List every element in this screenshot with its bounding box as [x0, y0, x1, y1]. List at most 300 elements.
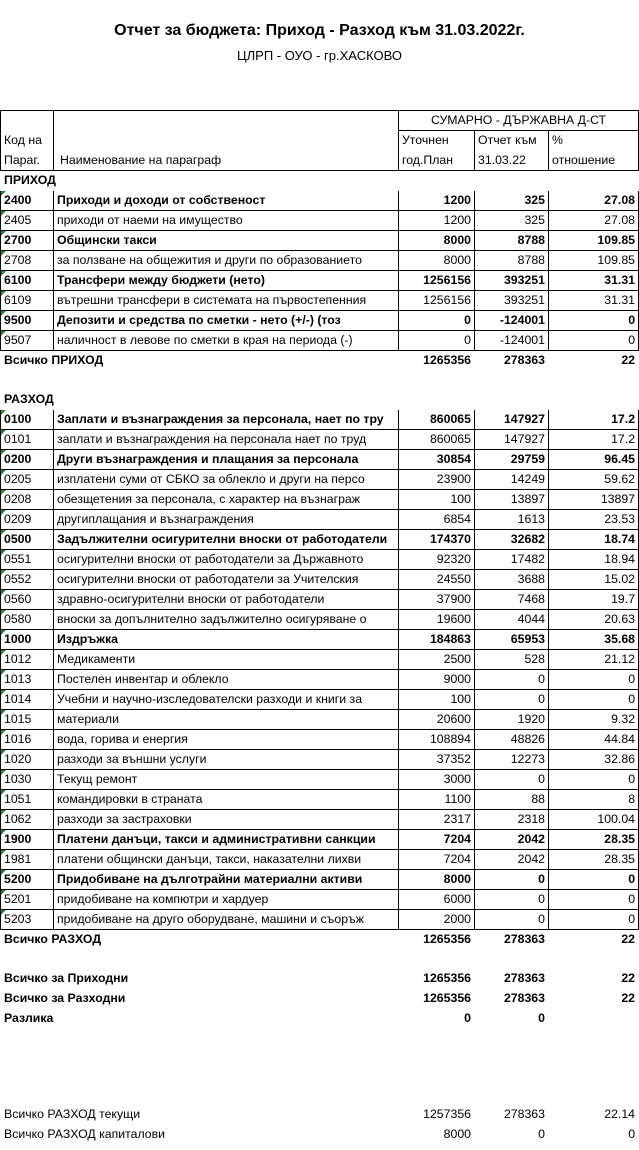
table-row — [1, 530, 639, 550]
report-value: 0 — [475, 670, 549, 690]
plan-value: 1100 — [399, 790, 475, 810]
report-value: 12273 — [475, 750, 549, 770]
paragraph-name: придобиване на компютри и хардуер — [54, 890, 399, 910]
header-plan-1: Уточнен — [399, 131, 475, 151]
paragraph-code: 5203 — [1, 910, 54, 930]
header-plan-2: год.План — [399, 151, 475, 171]
paragraph-code: 1051 — [1, 790, 54, 810]
summary-row-pct: 22 — [621, 971, 636, 985]
table-row — [1, 910, 639, 930]
percent-value: 17.2 — [549, 430, 639, 450]
paragraph-code: 1900 — [1, 830, 54, 850]
paragraph-code: 2708 — [1, 251, 54, 271]
summary-row — [1, 1009, 639, 1029]
percent-value: 109.85 — [549, 251, 639, 271]
paragraph-code: 0101 — [1, 430, 54, 450]
footer-row-report: 0 — [538, 1127, 545, 1141]
paragraph-name: другиплащания и възнаграждения — [54, 510, 399, 530]
plan-value: 6000 — [399, 890, 475, 910]
empty-cell — [549, 1048, 639, 1067]
paragraph-name: за ползване на общежития и други по образованието — [54, 251, 399, 271]
empty-cell — [1, 950, 54, 969]
percent-value: 9.32 — [549, 710, 639, 730]
report-value: 2318 — [475, 810, 549, 830]
table-row — [1, 490, 639, 510]
empty-cell — [475, 390, 549, 410]
plan-value: 1256156 — [399, 271, 475, 291]
summary-row-label: Всичко за Разходни — [4, 991, 126, 1005]
plan-value: 6854 — [399, 510, 475, 530]
header-code-1: Код на — [1, 131, 54, 151]
plan-value: 7204 — [399, 850, 475, 870]
paragraph-name: здравно-осигурителни вноски от работодатели — [54, 590, 399, 610]
plan-value: 2500 — [399, 650, 475, 670]
report-value: 147927 — [475, 410, 549, 430]
blank-row — [1, 371, 639, 390]
blank-row — [1, 1048, 639, 1067]
empty-cell — [549, 171, 639, 191]
paragraph-code: 5201 — [1, 890, 54, 910]
summary-row-pct — [549, 1009, 639, 1029]
paragraph-name: Други възнаграждения и плащания за персонала — [54, 450, 399, 470]
table-row — [1, 710, 639, 730]
plan-value: 184863 — [399, 630, 475, 650]
summary-row-pct: 22 — [621, 991, 636, 1005]
paragraph-code: 0560 — [1, 590, 54, 610]
table-row — [1, 690, 639, 710]
paragraph-code: 1062 — [1, 810, 54, 830]
paragraph-name: вода, горива и енергия — [54, 730, 399, 750]
paragraph-code: 0552 — [1, 570, 54, 590]
paragraph-name: Издръжка — [54, 630, 399, 650]
plan-value: 7204 — [399, 830, 475, 850]
paragraph-name: Задължителни осигурителни вноски от работодатели — [54, 530, 399, 550]
percent-value: 100.04 — [549, 810, 639, 830]
report-value: 2042 — [475, 830, 549, 850]
paragraph-name: Текущ ремонт — [54, 770, 399, 790]
table-row — [1, 470, 639, 490]
plan-value: 19600 — [399, 610, 475, 630]
table-row — [1, 730, 639, 750]
table-row — [1, 231, 639, 251]
empty-cell — [475, 371, 549, 390]
paragraph-name: наличност в левове по сметки в края на периода (-) — [54, 331, 399, 351]
paragraph-name: обезщетения за персонала, с характер на възнаграж — [54, 490, 399, 510]
income-total — [1, 351, 639, 371]
report-value: 0 — [475, 690, 549, 710]
blank-row — [1, 950, 639, 969]
empty-cell — [54, 1029, 399, 1048]
percent-value: 27.08 — [549, 191, 639, 211]
paragraph-name: Постелен инвентар и облекло — [54, 670, 399, 690]
percent-value: 8 — [549, 790, 639, 810]
empty-cell — [1, 1067, 54, 1086]
summary-row-plan: 1265356 — [423, 971, 471, 985]
report-value: 325 — [475, 191, 549, 211]
table-row — [1, 331, 639, 351]
percent-value: 0 — [549, 890, 639, 910]
header-report-1: Отчет към — [475, 131, 549, 151]
paragraph-code: 1020 — [1, 750, 54, 770]
paragraph-name: Заплати и възнаграждения за персонала, нает по тру — [54, 410, 399, 430]
paragraph-name: вътрешни трансфери в системата на първостепенния — [54, 291, 399, 311]
percent-value: 96.45 — [549, 450, 639, 470]
expense-total-label: Всичко РАЗХОД — [4, 932, 102, 946]
income-section — [1, 171, 639, 191]
report-value: 8788 — [475, 231, 549, 251]
summary-row-plan: 0 — [464, 1011, 471, 1025]
header-report-2: 31.03.22 — [475, 151, 549, 171]
paragraph-code: 2700 — [1, 231, 54, 251]
report-value: 0 — [475, 890, 549, 910]
table-row — [1, 510, 639, 530]
footer-row-label: Всичко РАЗХОД текущи — [4, 1107, 141, 1121]
plan-value: 1200 — [399, 211, 475, 231]
empty-cell — [475, 1086, 549, 1105]
paragraph-code: 1981 — [1, 850, 54, 870]
paragraph-code: 0100 — [1, 410, 54, 430]
report-value: 13897 — [475, 490, 549, 510]
report-value: 1920 — [475, 710, 549, 730]
expense-total-pct: 22 — [621, 932, 636, 946]
plan-value: 108894 — [399, 730, 475, 750]
summary-row — [1, 969, 639, 989]
paragraph-name: приходи от наеми на имущество — [54, 211, 399, 231]
plan-value: 2000 — [399, 910, 475, 930]
table-row — [1, 770, 639, 790]
paragraph-name: материали — [54, 710, 399, 730]
header-code-2: Параг. — [1, 151, 54, 171]
table-row — [1, 191, 639, 211]
report-value: 8788 — [475, 251, 549, 271]
paragraph-code: 0200 — [1, 450, 54, 470]
empty-cell — [1, 371, 54, 390]
header-group: СУМАРНО - ДЪРЖАВНА Д-СТ — [399, 111, 639, 131]
report-value: 29759 — [475, 450, 549, 470]
paragraph-name: Платени данъци, такси и административни санкции — [54, 830, 399, 850]
percent-value: 0 — [549, 670, 639, 690]
report-value: 17482 — [475, 550, 549, 570]
plan-value: 100 — [399, 690, 475, 710]
report-value: 0 — [475, 910, 549, 930]
paragraph-name: заплати и възнаграждения на персонала нает по труд — [54, 430, 399, 450]
summary-row-report: 278363 — [503, 991, 545, 1005]
empty-cell — [54, 950, 399, 969]
percent-value: 0 — [549, 690, 639, 710]
table-row — [1, 410, 639, 430]
paragraph-code: 1015 — [1, 710, 54, 730]
plan-value: 37900 — [399, 590, 475, 610]
table-row — [1, 291, 639, 311]
paragraph-code: 0500 — [1, 530, 54, 550]
paragraph-name: изплатени суми от СБКО за облекло и други на персо — [54, 470, 399, 490]
header-row-2 — [1, 151, 639, 171]
summary-row-report: 278363 — [503, 971, 545, 985]
expense-total-report: 278363 — [503, 932, 545, 946]
expense-section-label: РАЗХОД — [4, 392, 54, 406]
report-value: 14249 — [475, 470, 549, 490]
plan-value: 174370 — [399, 530, 475, 550]
percent-value: 44.84 — [549, 730, 639, 750]
table-row — [1, 850, 639, 870]
paragraph-code: 1016 — [1, 730, 54, 750]
header-name: Наименование на параграф — [54, 151, 399, 171]
report-value: 65953 — [475, 630, 549, 650]
report-value: 3688 — [475, 570, 549, 590]
paragraph-code: 1012 — [1, 650, 54, 670]
report-value: 48826 — [475, 730, 549, 750]
paragraph-name: Трансфери между бюджети (нето) — [54, 271, 399, 291]
empty-cell — [54, 1067, 399, 1086]
plan-value: 0 — [399, 331, 475, 351]
empty-cell — [54, 1048, 399, 1067]
paragraph-code: 0208 — [1, 490, 54, 510]
empty-cell — [399, 1067, 475, 1086]
header-pct-1: % — [549, 131, 639, 151]
table-row — [1, 570, 639, 590]
percent-value: 28.35 — [549, 850, 639, 870]
paragraph-code: 0209 — [1, 510, 54, 530]
report-value: 88 — [475, 790, 549, 810]
income-total-report: 278363 — [503, 353, 545, 367]
percent-value: 0 — [549, 311, 639, 331]
empty-cell — [549, 1067, 639, 1086]
footer-row-pct: 0 — [628, 1127, 636, 1141]
paragraph-code: 1000 — [1, 630, 54, 650]
paragraph-code: 1013 — [1, 670, 54, 690]
empty-cell — [475, 1029, 549, 1048]
empty-cell — [549, 371, 639, 390]
income-total-pct: 22 — [621, 353, 636, 367]
empty-cell — [399, 1086, 475, 1105]
plan-value: 0 — [399, 311, 475, 331]
report-value: 147927 — [475, 430, 549, 450]
footer-row-plan: 1257356 — [423, 1107, 471, 1121]
plan-value: 24550 — [399, 570, 475, 590]
plan-value: 8000 — [399, 870, 475, 890]
plan-value: 1256156 — [399, 291, 475, 311]
empty-cell — [399, 171, 475, 191]
report-value: 325 — [475, 211, 549, 231]
percent-value: 0 — [549, 331, 639, 351]
blank-row — [1, 1029, 639, 1048]
paragraph-name: осигурителни вноски от работодатели за Учителския — [54, 570, 399, 590]
paragraph-name: командировки в страната — [54, 790, 399, 810]
empty-cell — [1, 1029, 54, 1048]
footer-row-report: 278363 — [503, 1107, 545, 1121]
empty-cell — [549, 950, 639, 969]
empty-cell — [1, 1048, 54, 1067]
paragraph-name: Придобиване на дълготрайни материални активи — [54, 870, 399, 890]
paragraph-code: 1030 — [1, 770, 54, 790]
plan-value: 8000 — [399, 231, 475, 251]
report-value: 528 — [475, 650, 549, 670]
report-value: 1613 — [475, 510, 549, 530]
table-row — [1, 870, 639, 890]
empty-cell — [549, 390, 639, 410]
footer-row — [1, 1125, 639, 1145]
plan-value: 92320 — [399, 550, 475, 570]
table-row — [1, 450, 639, 470]
paragraph-code: 1014 — [1, 690, 54, 710]
percent-value: 31.31 — [549, 271, 639, 291]
paragraph-code: 0551 — [1, 550, 54, 570]
paragraph-name: Медикаменти — [54, 650, 399, 670]
expense-total — [1, 930, 639, 950]
report-value: 0 — [475, 770, 549, 790]
report-value: -124001 — [475, 331, 549, 351]
plan-value: 37352 — [399, 750, 475, 770]
paragraph-name: осигурителни вноски от работодатели за Държавното — [54, 550, 399, 570]
percent-value: 35.68 — [549, 630, 639, 650]
footer-row-label: Всичко РАЗХОД капиталови — [4, 1127, 166, 1141]
plan-value: 23900 — [399, 470, 475, 490]
footer-row-plan: 8000 — [443, 1127, 471, 1141]
paragraph-code: 2405 — [1, 211, 54, 231]
report-value: 2042 — [475, 850, 549, 870]
empty-cell — [475, 171, 549, 191]
empty-cell — [475, 1067, 549, 1086]
paragraph-code: 6100 — [1, 271, 54, 291]
paragraph-name: разходи за застраховки — [54, 810, 399, 830]
table-row — [1, 271, 639, 291]
empty-cell — [399, 390, 475, 410]
plan-value: 2317 — [399, 810, 475, 830]
percent-value: 13897 — [549, 490, 639, 510]
plan-value: 860065 — [399, 410, 475, 430]
paragraph-code: 5200 — [1, 870, 54, 890]
percent-value: 21.12 — [549, 650, 639, 670]
table-row — [1, 550, 639, 570]
paragraph-name: разходи за външни услуги — [54, 750, 399, 770]
table-row — [1, 430, 639, 450]
plan-value: 20600 — [399, 710, 475, 730]
plan-value: 8000 — [399, 251, 475, 271]
table-row — [1, 311, 639, 331]
paragraph-code: 6109 — [1, 291, 54, 311]
paragraph-code: 9500 — [1, 311, 54, 331]
table-row — [1, 670, 639, 690]
empty-cell — [475, 1048, 549, 1067]
empty-cell — [399, 1048, 475, 1067]
percent-value: 0 — [549, 770, 639, 790]
expense-total-plan: 1265356 — [423, 932, 471, 946]
table-row — [1, 890, 639, 910]
income-section-label: ПРИХОД — [4, 173, 56, 187]
paragraph-name: придобиване на друго оборудване, машини и съоръж — [54, 910, 399, 930]
table-row — [1, 590, 639, 610]
paragraph-name: платени общински данъци, такси, наказателни лихви — [54, 850, 399, 870]
percent-value: 109.85 — [549, 231, 639, 251]
percent-value: 32.86 — [549, 750, 639, 770]
table-row — [1, 810, 639, 830]
table-row — [1, 790, 639, 810]
paragraph-code: 9507 — [1, 331, 54, 351]
paragraph-name: Депозити и средства по сметки - нето (+/-) (тоз — [54, 311, 399, 331]
header-row-1 — [1, 131, 639, 151]
summary-row-label: Разлика — [4, 1011, 54, 1025]
paragraph-name: Общински такси — [54, 231, 399, 251]
income-total-plan: 1265356 — [423, 353, 471, 367]
percent-value: 20.63 — [549, 610, 639, 630]
plan-value: 1200 — [399, 191, 475, 211]
percent-value: 18.74 — [549, 530, 639, 550]
empty-cell — [475, 950, 549, 969]
percent-value: 18.94 — [549, 550, 639, 570]
report-title: Отчет за бюджета: Приход - Разход към 31.03.2022г. — [114, 22, 525, 39]
percent-value: 23.53 — [549, 510, 639, 530]
report-value: 4044 — [475, 610, 549, 630]
paragraph-code: 0205 — [1, 470, 54, 490]
budget-table — [0, 110, 639, 1145]
percent-value: 0 — [549, 910, 639, 930]
footer-row-pct: 22.14 — [604, 1107, 636, 1121]
summary-row-plan: 1265356 — [423, 991, 471, 1005]
blank-row — [1, 1086, 639, 1105]
table-row — [1, 830, 639, 850]
header-pct-2: отношение — [549, 151, 639, 171]
percent-value: 15.02 — [549, 570, 639, 590]
empty-cell — [399, 371, 475, 390]
plan-value: 30854 — [399, 450, 475, 470]
header-group-row — [1, 111, 639, 131]
percent-value: 0 — [549, 870, 639, 890]
table-row — [1, 251, 639, 271]
table-row — [1, 610, 639, 630]
report-value: 393251 — [475, 271, 549, 291]
percent-value: 19.7 — [549, 590, 639, 610]
paragraph-name: Учебни и научно-изследователски разходи и книги за — [54, 690, 399, 710]
summary-row — [1, 989, 639, 1009]
paragraph-name: Приходи и доходи от собственост — [54, 191, 399, 211]
empty-cell — [1, 1086, 54, 1105]
percent-value: 31.31 — [549, 291, 639, 311]
paragraph-name: вноски за допълнително задължително осигуряване о — [54, 610, 399, 630]
table-row — [1, 211, 639, 231]
empty-cell — [549, 1029, 639, 1048]
table-row — [1, 750, 639, 770]
percent-value: 17.2 — [549, 410, 639, 430]
empty-cell — [399, 1029, 475, 1048]
summary-row-report: 0 — [538, 1011, 545, 1025]
report-value: 32682 — [475, 530, 549, 550]
table-row — [1, 630, 639, 650]
report-value: -124001 — [475, 311, 549, 331]
percent-value: 59.62 — [549, 470, 639, 490]
plan-value: 860065 — [399, 430, 475, 450]
report-value: 0 — [475, 870, 549, 890]
report-value: 7468 — [475, 590, 549, 610]
summary-row-label: Всичко за Приходни — [4, 971, 129, 985]
report-subtitle: ЦЛРП - ОУО - гр.ХАСКОВО — [237, 48, 402, 63]
expense-section — [1, 390, 639, 410]
table-row — [1, 650, 639, 670]
blank-row — [1, 1067, 639, 1086]
plan-value: 9000 — [399, 670, 475, 690]
empty-cell — [54, 371, 399, 390]
empty-cell — [54, 1086, 399, 1105]
percent-value: 27.08 — [549, 211, 639, 231]
report-value: 393251 — [475, 291, 549, 311]
empty-cell — [549, 1086, 639, 1105]
percent-value: 28.35 — [549, 830, 639, 850]
paragraph-code: 0580 — [1, 610, 54, 630]
income-total-label: Всичко ПРИХОД — [4, 353, 104, 367]
plan-value: 3000 — [399, 770, 475, 790]
empty-cell — [399, 950, 475, 969]
paragraph-code: 2400 — [1, 191, 54, 211]
plan-value: 100 — [399, 490, 475, 510]
